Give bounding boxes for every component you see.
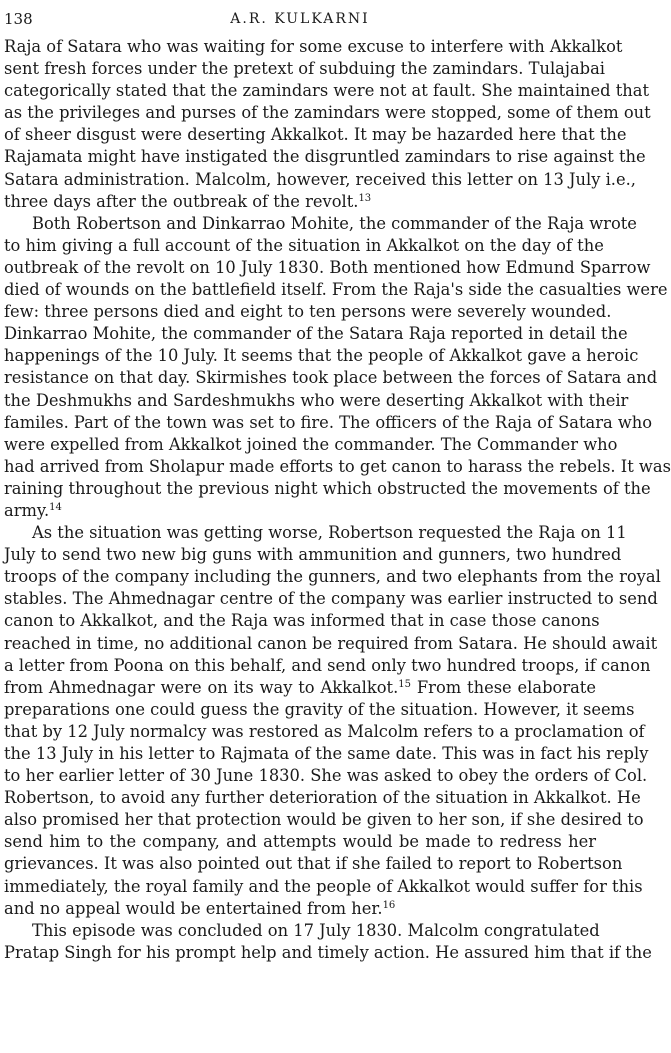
line-text: resistance on that day. Skirmishes took place between the forces of Satara and: [4, 368, 658, 388]
text-line: [4, 80, 650, 102]
line-text: from Ahmednagar were on its way to Akkalkot.: [4, 677, 399, 697]
line-text: Satara administration. Malcolm, however, received this letter on 13 July i.e.,: [4, 169, 636, 189]
text-line: [4, 146, 646, 168]
line-text: died of wounds on the battlefield itself. From the Raja's side the casualties were: [4, 280, 668, 300]
line-text: three days after the outbreak of the revolt.: [4, 191, 359, 211]
text-line: [4, 721, 645, 743]
text-line: [4, 36, 623, 58]
line-text: categorically stated that the zamindars were not at fault. She maintained that: [4, 81, 650, 101]
line-text: reached in time, no additional canon be required from Satara. He should await: [4, 633, 658, 653]
line-text: few: three persons died and eight to ten persons were severely wounded.: [4, 302, 612, 322]
line-text: Dinkarrao Mohite, the commander of the Satara Raja reported in detail the: [4, 324, 628, 344]
line-text: to him giving a full account of the situation in Akkalkot on the day of the: [4, 235, 604, 255]
text-line: [4, 566, 661, 588]
line-text: of sheer disgust were deserting Akkalkot. It may be hazarded here that the: [4, 125, 627, 145]
text-line: [4, 169, 636, 191]
text-line: [4, 942, 652, 964]
line-text: army.: [4, 500, 50, 520]
text-line: [4, 920, 600, 942]
line-text: Raja of Satara who was waiting for some excuse to interfere with Akkalkot: [4, 37, 623, 56]
page-body: [4, 36, 671, 964]
text-line: [4, 434, 618, 456]
text-line: [4, 345, 639, 367]
line-text: were expelled from Akkalkot joined the commander. The Commander who: [4, 434, 618, 454]
text-line: [4, 633, 658, 655]
line-text: Rajamata might have instigated the disgruntled zamindars to rise against the: [4, 147, 646, 167]
running-head: A.R. KULKARNI: [230, 11, 370, 27]
line-text: to her earlier letter of 30 June 1830. She was asked to obey the orders of Col.: [4, 766, 648, 786]
text-line: [4, 876, 643, 898]
text-line: [4, 809, 644, 831]
line-text: Robertson, to avoid any further deterioration of the situation in Akkalkot. He: [4, 788, 641, 808]
text-line: [4, 610, 600, 632]
text-line: [4, 323, 628, 345]
line-text: as the privileges and purses of the zamindars were stopped, some of them out: [4, 103, 651, 123]
text-line: [4, 853, 623, 875]
line-text: stables. The Ahmednagar centre of the company was earlier instructed to send: [4, 589, 658, 609]
line-text: sent fresh forces under the pretext of subduing the zamindars. Tulajabai: [4, 59, 605, 79]
line-text: canon to Akkalkot, and the Raja was informed that in case those canons: [4, 611, 600, 631]
text-line: [4, 257, 651, 279]
text-line: [4, 787, 641, 809]
page-header: [4, 6, 596, 32]
text-line: [4, 102, 651, 124]
text-line: [4, 500, 596, 522]
line-text: had arrived from Sholapur made efforts to get canon to harass the rebels. It was: [4, 456, 671, 476]
line-text: and no appeal would be entertained from her.: [4, 898, 383, 918]
paragraph: [4, 213, 671, 522]
text-line: [4, 522, 627, 544]
text-line: [4, 191, 596, 213]
text-line: [4, 412, 653, 434]
line-text: As the situation was getting worse, Robertson requested the Raja on 11: [32, 523, 627, 543]
line-text: the Deshmukhs and Sardeshmukhs who were deserting Akkalkot with their: [4, 390, 629, 410]
line-text: preparations one could guess the gravity of the situation. However, it seems: [4, 699, 635, 719]
line-text: familes. Part of the town was set to fire. The officers of the Raja of Satara who: [4, 412, 653, 432]
line-text: troops of the company including the gunners, and two elephants from the royal: [4, 567, 661, 587]
text-line: [4, 743, 649, 765]
text-line: [4, 898, 596, 920]
line-text: grievances. It was also pointed out that if she failed to report to Robertson: [4, 854, 623, 874]
text-line: [4, 213, 637, 235]
text-line: [4, 831, 596, 853]
line-text: a letter from Poona on this behalf, and send only two hundred troops, if canon: [4, 655, 651, 675]
text-line: [4, 235, 604, 257]
text-line: [4, 456, 671, 478]
line-text: happenings of the 10 July. It seems that the people of Akkalkot gave a heroic: [4, 346, 639, 366]
paragraph: [4, 522, 661, 920]
line-text: also promised her that protection would be given to her son, if she desired to: [4, 810, 644, 830]
footnote-marker: 15: [398, 678, 411, 690]
line-text: This episode was concluded on 17 July 1830. Malcolm congratulated: [32, 920, 600, 940]
footnote-marker: 13: [358, 192, 372, 204]
line-text: immediately, the royal family and the people of Akkalkot would suffer for this: [4, 876, 643, 896]
text-line: [4, 677, 596, 699]
text-line: [4, 588, 658, 610]
line-text: raining throughout the previous night which obstructed the movements of the: [4, 478, 651, 498]
text-line: [4, 301, 612, 323]
text-line: [4, 699, 635, 721]
line-text: that by 12 July normalcy was restored as Malcolm refers to a proclamation of: [4, 721, 645, 741]
text-line: [4, 279, 668, 301]
text-line: [4, 478, 651, 500]
text-line: [4, 655, 651, 677]
line-text: outbreak of the revolt on 10 July 1830. Both mentioned how Edmund Sparrow: [4, 257, 651, 277]
line-text: the 13 July in his letter to Rajmata of the same date. This was in fact his reply: [4, 744, 649, 763]
text-line: [4, 765, 648, 787]
line-text: send him to the company, and attempts would be made to redress her: [4, 832, 596, 852]
footnote-marker: 16: [382, 899, 396, 911]
paragraph: [4, 36, 651, 213]
text-line: [4, 367, 658, 389]
line-text: Pratap Singh for his prompt help and timely action. He assured him that if the: [4, 942, 652, 962]
text-line: [4, 124, 627, 146]
line-text: From these elaborate: [411, 677, 596, 697]
footnote-marker: 14: [49, 501, 62, 513]
line-text: July to send two new big guns with ammunition and gunners, two hundred: [4, 545, 622, 565]
text-line: [4, 58, 605, 80]
paragraph: [4, 920, 652, 964]
text-line: [4, 544, 622, 566]
page-number: 138: [4, 10, 33, 28]
text-line: [4, 390, 629, 412]
line-text: Both Robertson and Dinkarrao Mohite, the commander of the Raja wrote: [32, 213, 637, 233]
